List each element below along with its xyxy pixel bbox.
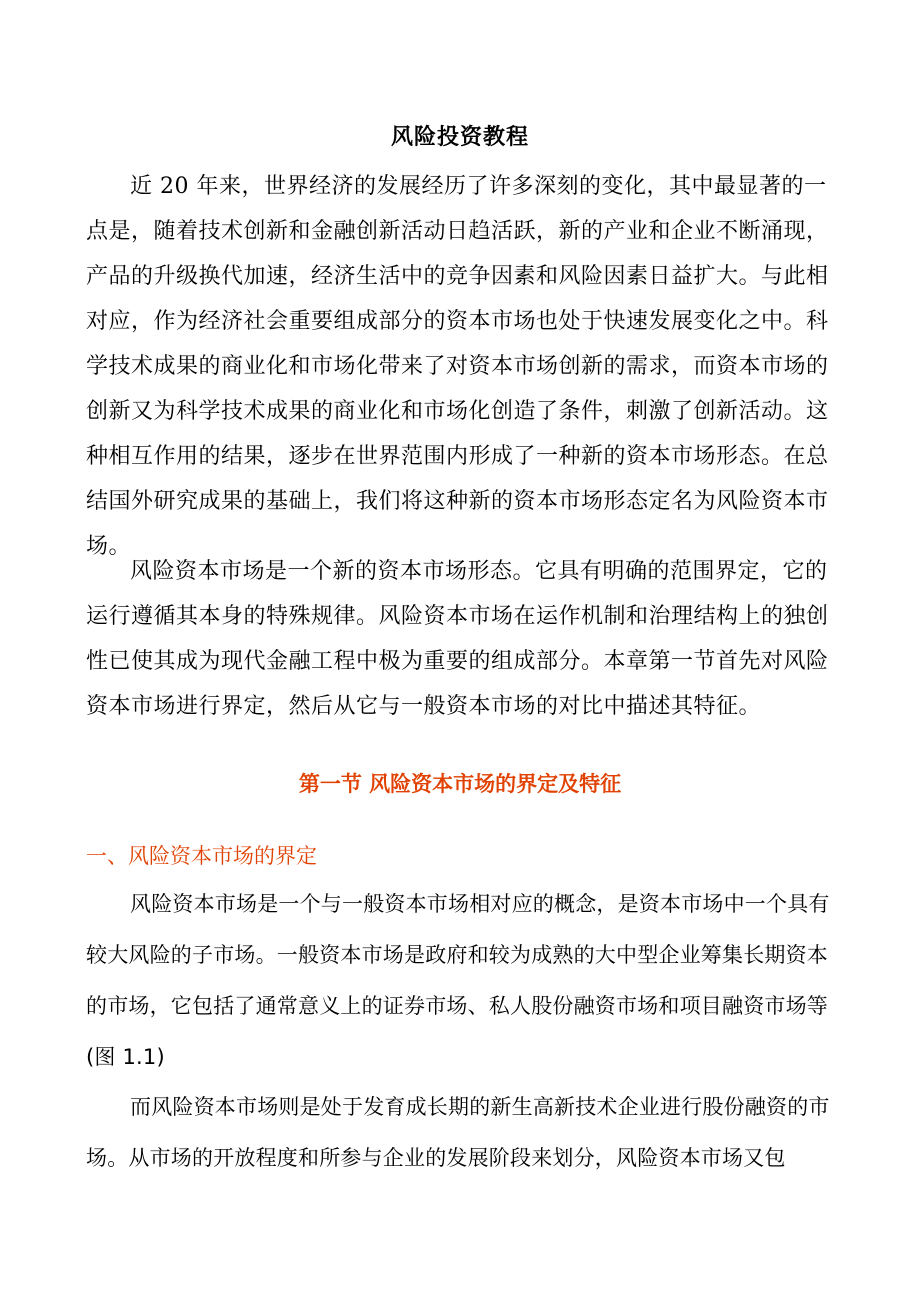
section-paragraph-2: 而风险资本市场则是处于发育成长期的新生高新技术企业进行股份融资的市场。从市场的开放程度和所参与企业的发展阶段来划分，风险资本市场又包 [86,1095,830,1170]
section-title: 第一节 风险资本市场的界定及特征 [298,772,622,796]
intro-paragraph-1: 近 20 年来，世界经济的发展经历了许多深刻的变化，其中最显著的一点是，随着技术创新和金融创新活动日趋活跃，新的产业和企业不断涌现，产品的升级换代加速，经济生活中的竞争因素和风险因素日益扩大。与此相对应，作为经济社会重要组成部分的资本市场也处于快速发展变化之中。科学技术成果的商业化和市场化带来了对资本市场创新的需求，而资本市场的创新又为科学技术成果的商业化和市场化创造了条件，刺激了创新活动。这种相互作用的结果，逐步在世界范围内形成了一种新的资本市场形态。在总结国外研究成果的基础上，我们将这种新的资本市场形态定名为风险资本市场。 [86,174,829,559]
intro-paragraph-2: 风险资本市场是一个新的资本市场形态。它具有明确的范围界定，它的运行遵循其本身的特殊规律。风险资本市场在运作机制和治理结构上的独创性已使其成为现代金融工程中极为重要的组成部分。本章第一节首先对风险资本市场进行界定，然后从它与一般资本市场的对比中描述其特征。 [86,559,829,719]
document-title: 风险投资教程 [390,124,529,150]
section-paragraph-1: 风险资本市场是一个与一般资本市场相对应的概念，是资本市场中一个具有较大风险的子市场。一般资本市场是政府和较为成熟的大中型企业筹集长期资本的市场，它包括了通常意义上的证券市场、私人股份融资市场和项目融资市场等(图 1.1) [86,892,830,1069]
subsection-title: 一、风险资本市场的界定 [86,844,317,868]
